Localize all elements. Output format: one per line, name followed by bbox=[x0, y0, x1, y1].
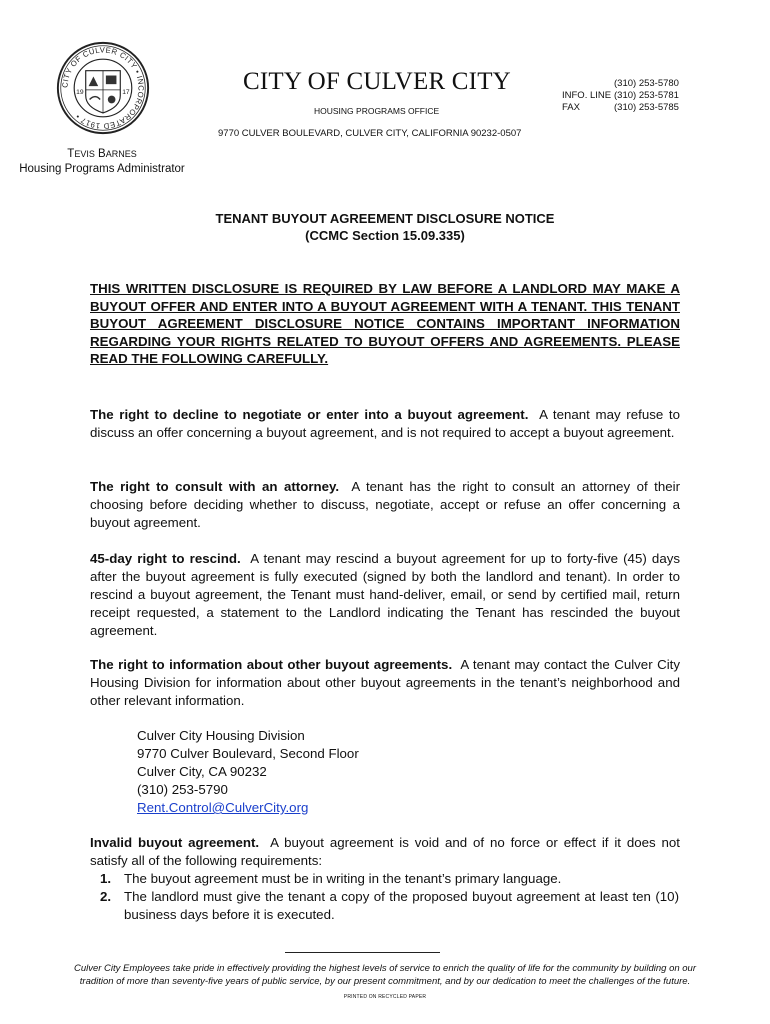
notice-subtitle: (CCMC Section 15.09.335) bbox=[305, 228, 465, 243]
section-heading: Invalid buyout agreement. bbox=[90, 835, 260, 850]
city-title: CITY OF CULVER CITY bbox=[243, 68, 511, 95]
right-to-attorney-paragraph bbox=[90, 478, 680, 532]
footer-line: tradition of more than seventy-five years of public service, by our present commitment, and by our dedication to meet the challenges of the future. bbox=[79, 976, 691, 987]
administrator-name: TEVIS BARNES bbox=[67, 148, 137, 160]
fax-label: FAX bbox=[562, 102, 580, 113]
info-line-label: INFO. LINE bbox=[562, 90, 612, 101]
administrator-block bbox=[12, 147, 192, 177]
office-name: HOUSING PROGRAMS OFFICE bbox=[314, 106, 440, 116]
right-to-information-paragraph bbox=[90, 656, 680, 710]
invalid-agreement-section bbox=[90, 834, 680, 924]
city-seal-logo bbox=[55, 40, 151, 136]
administrator-title: Housing Programs Administrator bbox=[19, 163, 185, 175]
section-heading: The right to consult with an attorney. bbox=[90, 479, 340, 494]
right-to-decline-paragraph bbox=[90, 406, 680, 442]
section-text: A tenant may contact the Culver City Housing Division for information about other buyout agreements in the tenant’s neighborhood and other relevant information. bbox=[90, 657, 680, 708]
contact-email-link[interactable]: Rent.Control@CulverCity.org bbox=[137, 800, 309, 815]
printed-on-recycled-paper: PRINTED ON RECYCLED PAPER bbox=[343, 994, 427, 1000]
section-text: A tenant has the right to consult an attorney of their choosing before deciding whether to discuss, negotiate, accept or refuse an offer concerning a buyout agreement. bbox=[90, 479, 681, 530]
fax-number: (310) 253-5785 bbox=[614, 102, 679, 113]
section-text: A tenant may refuse to discuss an offer concerning a buyout agreement, and is not required to accept a buyout agreement. bbox=[90, 407, 681, 440]
section-heading: 45-day right to rescind. bbox=[90, 551, 241, 566]
seal-year-right: 17 bbox=[122, 88, 130, 96]
footer-divider bbox=[285, 952, 440, 953]
housing-division-contact bbox=[137, 727, 359, 817]
contact-name: Culver City Housing Division bbox=[137, 728, 305, 743]
main-phone: (310) 253-5780 bbox=[614, 78, 679, 89]
contact-phone: (310) 253-5790 bbox=[137, 782, 228, 797]
legal-warning: THIS WRITTEN DISCLOSURE IS REQUIRED BY LAW BEFORE A LANDLORD MAY MAKE A BUYOUT OFFER AND ENTER INTO A BUYOUT AGREEMENT WITH A TENANT. THIS TENANT BUYOUT AGREEMENT DISCLOSURE NOTICE CONTAINS IMPORTANT INFORMATION REGARDING YOUR RIGHTS RELATED TO BUYOUT OFFERS AND AGREEMENTS. PLEASE READ THE FOLLOWING CAREFULLY. bbox=[90, 281, 680, 366]
requirement-item: 1. The buyout agreement must be in writing in the tenant’s primary language. bbox=[100, 871, 562, 886]
footer-line: Culver City Employees take pride in effectively providing the highest levels of service to enrich the quality of life for the community by building on our bbox=[73, 963, 697, 974]
section-heading: The right to decline to negotiate or enter into a buyout agreement. bbox=[90, 407, 529, 422]
office-address: 9770 CULVER BOULEVARD, CULVER CITY, CALIFORNIA 90232-0507 bbox=[218, 128, 522, 139]
notice-heading bbox=[90, 210, 680, 244]
seal-year-left: 19 bbox=[76, 88, 84, 96]
section-heading: The right to information about other buyout agreements. bbox=[90, 657, 453, 672]
phone-block bbox=[562, 78, 679, 114]
notice-title: TENANT BUYOUT AGREEMENT DISCLOSURE NOTICE bbox=[215, 211, 555, 226]
info-line-phone: (310) 253-5781 bbox=[614, 90, 679, 101]
contact-street: 9770 Culver Boulevard, Second Floor bbox=[137, 746, 359, 761]
requirement-item: 2. The landlord must give the tenant a copy of the proposed buyout agreement at least ten (10) business days before it is executed. bbox=[100, 889, 679, 922]
section-text: A tenant may rescind a buyout agreement for up to forty-five (45) days after the buyout agreement is fully executed (signed by both the landlord and tenant). In order to rescind a buyout agreement, the Tenant must hand-deliver, email, or send by certified mail, return receipt requested, a statement to the Landlord indicating the Tenant has rescinded the buyout agreement. bbox=[90, 551, 681, 638]
right-to-rescind-paragraph bbox=[90, 550, 680, 640]
seal-ring-text: CITY OF CULVER CITY • INCORPORATED 1917 • bbox=[60, 45, 146, 131]
footer-mission-statement bbox=[45, 962, 725, 988]
section-text: A buyout agreement is void and of no force or effect if it does not satisfy all of the following requirements: bbox=[90, 835, 681, 868]
contact-city: Culver City, CA 90232 bbox=[137, 764, 267, 779]
invalid-agreement-paragraph bbox=[90, 834, 680, 870]
